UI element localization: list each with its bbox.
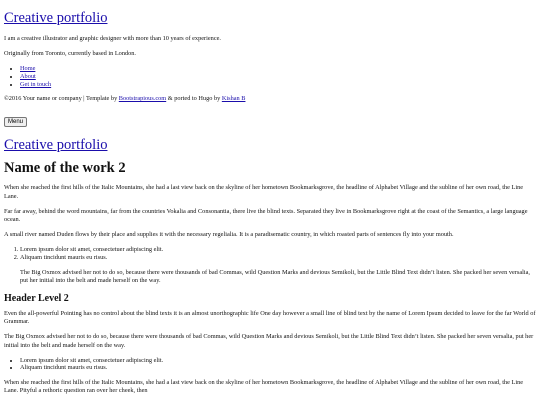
bullet-list bbox=[4, 357, 536, 372]
paragraph-5: The Big Oxmox advised her not to do so, because there were thousands of bad Commas, wild Question Marks and devious Semikoli, but the Little Blind Text didn’t listen. She packed her seven versalia, put her initial into the belt and made herself on the way. bbox=[4, 333, 534, 349]
list-item: 2. Aliquam tincidunt mauris eu risus. bbox=[20, 254, 536, 262]
sidebar-title-link[interactable]: Creative portfolio bbox=[4, 10, 108, 26]
nav-link-get-in-touch[interactable]: Get in touch bbox=[20, 80, 52, 88]
footer-middle: & ported to Hugo by bbox=[166, 95, 222, 103]
list-item: • Aliquam tincidunt mauris eu risus. bbox=[20, 364, 536, 372]
nav-link-home[interactable]: Home bbox=[20, 65, 36, 73]
footer-prefix: ©2016 Your name or company | Template by bbox=[4, 95, 119, 103]
menu-button[interactable]: Menu bbox=[4, 117, 27, 127]
nav-item-get-in-touch bbox=[20, 81, 536, 89]
paragraph-3: A small river named Duden flows by their place and supplies it with the necessary regelialia. It is a paradisematic country, in which roasted parts of sentences fly into your mouth. bbox=[4, 231, 454, 239]
paragraph-1: When she reached the first hills of the Italic Mountains, she had a last view back on the skyline of her hometown Bookmarksgrove, the headline of Alphabet Village and the subline of her own road, the Line Lane. bbox=[4, 184, 524, 200]
main-site-title bbox=[4, 136, 536, 154]
list-item: • Lorem ipsum dolor sit amet, consectetuer adipiscing elit. bbox=[20, 357, 536, 365]
footer-link-bootstrapious[interactable]: Bootstrapious.com bbox=[118, 95, 167, 103]
sidebar-intro: I am a creative illustrator and graphic designer with more than 10 years of experience. bbox=[4, 35, 221, 42]
main-title-link[interactable]: Creative portfolio bbox=[4, 137, 108, 154]
main-content bbox=[4, 136, 536, 395]
blockquote bbox=[20, 269, 536, 285]
sidebar-origin: Originally from Toronto, currently based in London. bbox=[4, 50, 137, 58]
sidebar-site-title bbox=[4, 9, 536, 27]
nav-item-about bbox=[20, 73, 536, 81]
sidebar-footer bbox=[4, 95, 536, 103]
list-item: 1. Lorem ipsum dolor sit amet, consectetuer adipiscing elit. bbox=[20, 246, 536, 254]
paragraph-2: Far far away, behind the word mountains, far from the countries Vokalia and Consonantia, there live the blind texts. Separated they live in Bookmarksgrove right at the coast of the Semantics, a large language ocean. bbox=[4, 207, 528, 223]
nav-link-about[interactable]: About bbox=[20, 73, 36, 80]
header-level-2: Header Level 2 bbox=[4, 293, 69, 304]
sidebar-nav bbox=[4, 65, 536, 88]
sidebar bbox=[4, 9, 536, 133]
blockquote-text: The Big Oxmox advised her not to do so, because there were thousands of bad Commas, wild Question Marks and devious Semikoli, but the Little Blind Text didn’t listen. She packed her seven versalia, put her initial into the belt and made herself on the way. bbox=[20, 268, 530, 284]
work-title: Name of the work 2 bbox=[4, 160, 126, 177]
ordered-list bbox=[4, 246, 536, 261]
paragraph-4: Even the all-powerful Pointing has no control about the blind texts it is an almost unorthographic life One day however a small line of blind text by the name of Lorem Ipsum decided to leave for the far World of Grammar. bbox=[4, 310, 536, 326]
footer-link-kishan[interactable]: Kishan B bbox=[221, 95, 246, 103]
paragraph-6: When she reached the first hills of the Italic Mountains, she had a last view back on the skyline of her hometown Bookmarksgrove, the headline of Alphabet Village and the subline of her own road, the Line Lane. Pityful a rethoric question ran over her cheek, then bbox=[4, 379, 524, 395]
nav-item-home bbox=[20, 65, 536, 73]
